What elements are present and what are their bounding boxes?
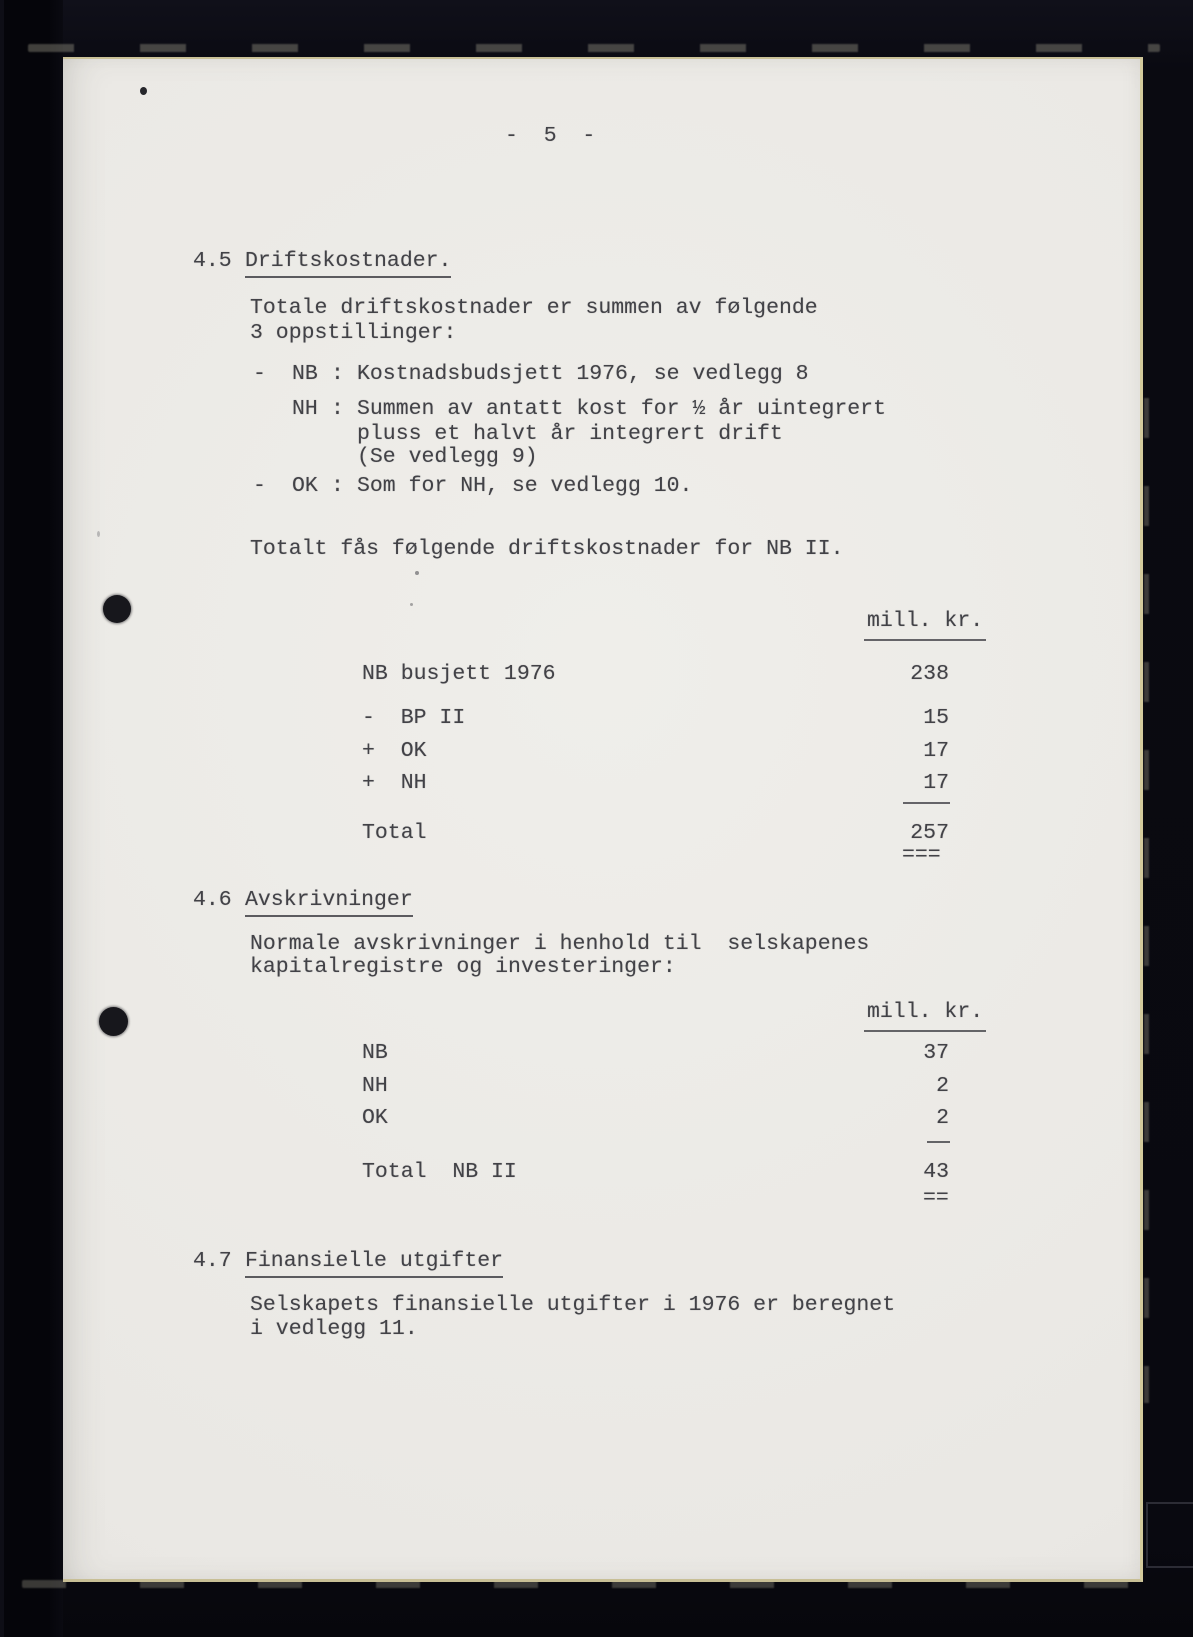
list-item-continuation: pluss et halvt år integrert drift — [357, 422, 783, 446]
background-print-marks-top — [28, 44, 1160, 52]
row-value: 2 — [936, 1074, 949, 1098]
paragraph-line: i vedlegg 11. — [250, 1317, 418, 1341]
paragraph-line: 3 oppstillinger: — [250, 321, 457, 345]
list-item-line — [253, 473, 692, 499]
total-row — [362, 820, 949, 846]
row-label: + OK — [362, 739, 427, 763]
list-item-line — [253, 396, 886, 422]
row-label: NB — [362, 1041, 388, 1065]
paragraph-line: Totale driftskostnader er summen av følgende — [250, 296, 818, 320]
total-row — [362, 1159, 949, 1185]
table-unit-header: mill. kr. — [864, 999, 986, 1032]
table-row — [362, 1105, 949, 1131]
lead-line: Totalt fås følgende driftskostnader for NB II. — [250, 537, 844, 561]
section-number: 4.7 — [193, 1249, 232, 1273]
table-row — [362, 738, 949, 764]
list-colon: : — [331, 397, 344, 421]
paragraph-line: Normale avskrivninger i henhold til selskapenes — [250, 932, 870, 956]
background-frame-mark — [1146, 1502, 1193, 1568]
table-row — [362, 1073, 949, 1099]
paragraph-line: Selskapets finansielle utgifter i 1976 er beregnet — [250, 1293, 896, 1317]
ink-speck — [410, 603, 413, 606]
list-key: NB — [292, 362, 318, 386]
row-value: 238 — [910, 662, 949, 686]
row-value: 15 — [923, 706, 949, 730]
section-title: Driftskostnader. — [245, 249, 451, 278]
section-title: Avskrivninger — [245, 888, 413, 917]
list-colon: : — [331, 474, 344, 498]
double-rule: === — [902, 843, 941, 867]
table-row — [362, 1040, 949, 1066]
section-4-5-heading — [193, 248, 451, 274]
list-item-continuation: (Se vedlegg 9) — [357, 445, 538, 469]
section-title: Finansielle utgifter — [245, 1249, 503, 1278]
section-4-6-heading — [193, 887, 413, 913]
ink-speck — [97, 531, 100, 537]
row-value: 37 — [923, 1041, 949, 1065]
row-value: 17 — [923, 771, 949, 795]
list-text: Kostnadsbudsjett 1976, se vedlegg 8 — [357, 362, 809, 386]
row-value: 17 — [923, 739, 949, 763]
list-key: OK — [292, 474, 318, 498]
section-4-7-heading — [193, 1248, 503, 1274]
total-label: Total NB II — [362, 1160, 517, 1184]
total-label: Total — [362, 821, 427, 845]
background-print-marks-right — [1144, 398, 1149, 1403]
total-value: 43 — [923, 1160, 949, 1184]
list-marker: - — [253, 474, 266, 498]
row-value: 2 — [936, 1106, 949, 1130]
ink-speck — [140, 87, 147, 95]
hole-punch-bottom — [99, 1007, 128, 1036]
section-number: 4.5 — [193, 249, 232, 273]
row-label: NB busjett 1976 — [362, 662, 556, 686]
list-text: Som for NH, se vedlegg 10. — [357, 474, 693, 498]
list-text: Summen av antatt kost for ½ år uintegrert — [357, 397, 886, 421]
list-key: NH — [292, 397, 318, 421]
row-label: - BP II — [362, 706, 466, 730]
document-page — [63, 57, 1143, 1582]
table-unit-header: mill. kr. — [864, 608, 986, 641]
list-item-line — [253, 361, 809, 387]
sum-rule — [927, 1141, 950, 1143]
row-label: OK — [362, 1106, 388, 1130]
sum-rule — [903, 802, 950, 804]
paragraph-line: kapitalregistre og investeringer: — [250, 955, 676, 979]
double-rule: == — [923, 1186, 949, 1210]
binding-edge — [0, 0, 63, 1637]
table-row — [362, 770, 949, 796]
section-number: 4.6 — [193, 888, 232, 912]
table-row — [362, 705, 949, 731]
list-colon: : — [331, 362, 344, 386]
row-label: + NH — [362, 771, 427, 795]
ink-speck — [415, 571, 419, 575]
hole-punch-top — [103, 595, 131, 623]
row-label: NH — [362, 1074, 388, 1098]
table-row — [362, 661, 949, 687]
list-marker: - — [253, 362, 266, 386]
page-number: - 5 - — [505, 124, 596, 148]
total-value: 257 — [910, 821, 949, 845]
